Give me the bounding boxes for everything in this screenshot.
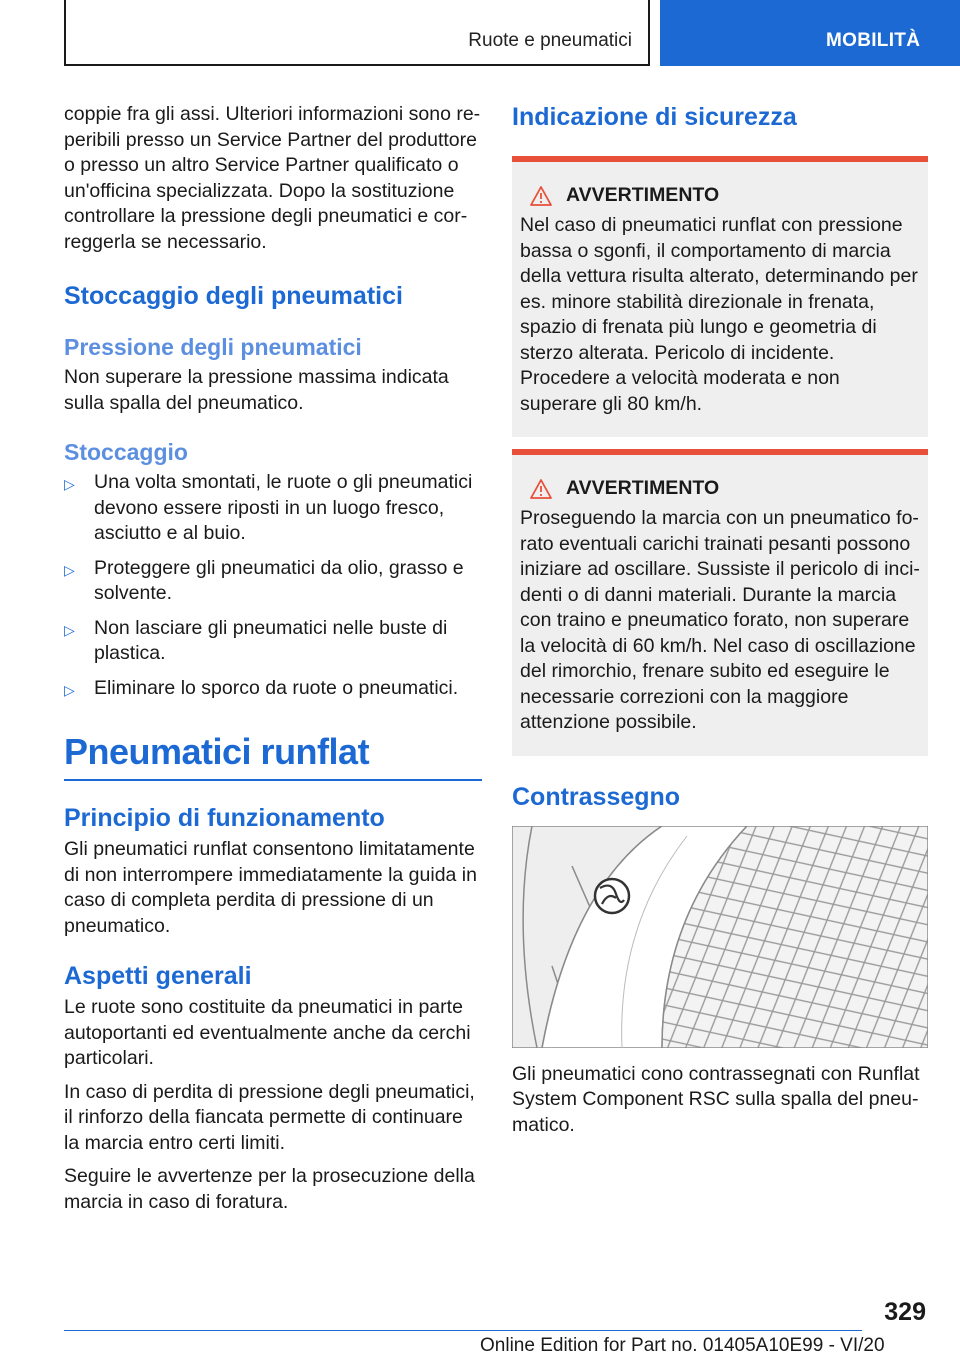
list-item: ▷ Non lasciare gli pneumatici nelle buste di plastica. [64, 616, 448, 664]
warning-triangle-icon [530, 186, 552, 206]
list-item: ▷ Una volta smontati, le ruote o gli pneumatici devono essere riposti in un luogo fresco, asciutto e al buio. [64, 471, 473, 544]
pressure-heading: Pressione degli pneumatici [64, 334, 362, 360]
pressure-paragraph: Non superare la pressione massima indicata sulla spalla del pneumatico. [64, 366, 449, 414]
principle-heading: Principio di funzionamento [64, 804, 385, 832]
mark-paragraph: Gli pneumatici cono contrassegnati con Runflat System Component RSC sulla spalla del pneumatico. [512, 1062, 920, 1136]
header-section-title: Ruote e pneumatici [468, 30, 632, 51]
left-column [64, 102, 482, 1223]
header-chapter-tab[interactable] [660, 0, 960, 66]
general-paragraph-3: Seguire le avvertenze per la prosecuzione della marcia in caso di foratura. [64, 1165, 475, 1213]
header-section-box [64, 0, 650, 66]
bullet-triangle-icon: ▷ [64, 561, 75, 578]
stock-heading: Stoccaggio [64, 439, 188, 465]
right-column [512, 102, 928, 1146]
warning-title-1: AVVERTIMENTO [530, 184, 920, 207]
list-item: ▷ Proteggere gli pneumatici da olio, grasso e solvente. [64, 556, 464, 604]
general-heading: Aspetti generali [64, 962, 252, 990]
warning-text-2: Proseguendo la marcia con un pneumatico forato eventuali carichi trainati pesanti possono iniziare ad oscillare. Sussiste il pericolo di incidenti o di danni materiali. Durante la marcia con traino e pneumatico forato, non superare la velocità di 60 km/h. Nel caso di oscillazione del rimorchio, frenare subito ed eseguire le necessarie correzioni con la maggiore attenzione possibile. [520, 507, 920, 733]
footer-rule [64, 1330, 862, 1331]
bullet-triangle-icon: ▷ [64, 476, 75, 492]
warning-text-1: Nel caso di pneumatici runflat con pressione bassa o sgonfi, il comportamento di marcia della vettura risulta alterato, determinando per es. minore stabilità direzionale in frenata, spazio di frenata più lungo e geometria di sterzo alterata. Pericolo di incidente. Procedere a velocità moderata e non superare gli 80 km/h. [520, 214, 918, 415]
runflat-heading: Pneumatici runflat [64, 731, 370, 772]
warning-triangle-icon [530, 479, 552, 499]
warning-box-1 [512, 156, 928, 437]
runflat-tire-illustration [512, 826, 928, 1048]
footer-edition: Online Edition for Part no. 01405A10E99 - VI/20 [480, 1335, 885, 1356]
storage-heading: Stoccaggio degli pneumatici [64, 282, 403, 310]
principle-paragraph: Gli pneumatici runflat consentono limitatamente di non interrompere immediatamente la guida in caso di completa perdita di pressione di un pneumatico. [64, 838, 477, 937]
mark-heading: Contrassegno [512, 782, 681, 811]
storage-bullet-list [64, 470, 482, 701]
page-number: 329 [884, 1298, 926, 1326]
header-chapter-label: MOBILITÀ [826, 30, 921, 51]
bullet-triangle-icon: ▷ [64, 621, 75, 638]
intro-paragraph: coppie fra gli assi. Ulteriori informazioni sono reperibili presso un Service Partner del produttore o presso un altro Service Partner qualificato o un'officina specializzata. Dopo la sostituzione controllare la pressione degli pneumatici e correggerla se necessario. [64, 103, 481, 253]
safety-heading: Indicazione di sicurezza [512, 103, 797, 131]
section-rule [64, 779, 482, 781]
warning-title-2: AVVERTIMENTO [530, 477, 920, 500]
general-paragraph-2: In caso di perdita di pressione degli pneumatici, il rinforzo della fiancata permette di continuare la marcia entro certi limiti. [64, 1080, 475, 1154]
warning-box-2 [512, 449, 928, 756]
bullet-triangle-icon: ▷ [64, 681, 75, 698]
list-item: ▷ Eliminare lo sporco da ruote o pneumatici. [64, 676, 482, 702]
general-paragraph-1: Le ruote sono costituite da pneumatici in parte autoportanti ed eventualmente anche da cerchi particolari. [64, 996, 471, 1069]
